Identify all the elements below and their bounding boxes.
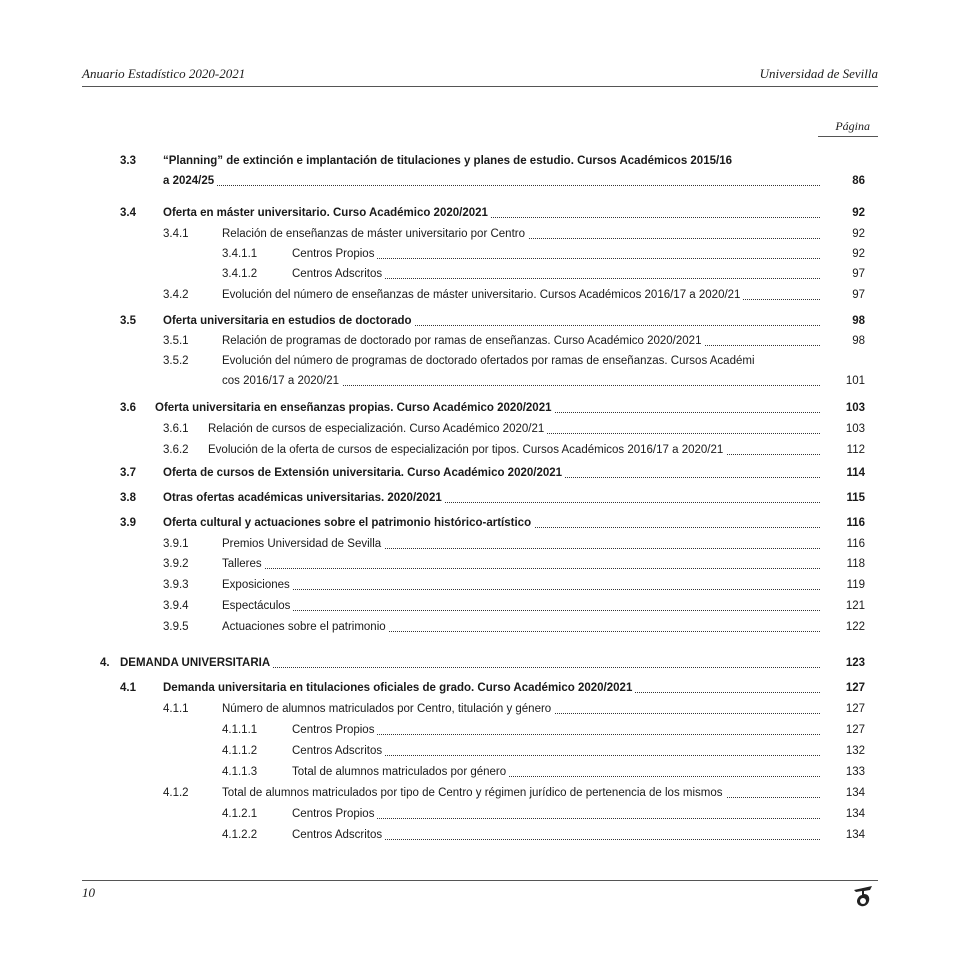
toc-entry-page: 118 bbox=[846, 558, 865, 570]
toc-entry-title: Total de alumnos matriculados por tipo de Centro y régimen jurídico de pertenencia de los mismos bbox=[222, 787, 726, 799]
toc-entry-number: 3.9.1 bbox=[163, 538, 189, 550]
header-rule bbox=[82, 86, 878, 87]
toc-entry-page: 97 bbox=[852, 289, 865, 301]
page-number: 10 bbox=[82, 885, 95, 900]
toc-entry-title: Evolución del número de enseñanzas de máster universitario. Cursos Académicos 2016/17 a 2020/21 bbox=[222, 289, 743, 301]
toc-entry-number: 3.4.1 bbox=[163, 228, 189, 240]
toc-entry-title: cos 2016/17 a 2020/21 bbox=[222, 375, 342, 387]
toc-entry-title: Centros Propios bbox=[292, 724, 377, 736]
toc-entry-title: Premios Universidad de Sevilla bbox=[222, 538, 384, 550]
toc-entry-title: Centros Adscritos bbox=[292, 268, 385, 280]
toc-entry-page: 97 bbox=[852, 268, 865, 280]
toc-entry-page: 127 bbox=[845, 682, 865, 694]
toc-entry-number: 3.4 bbox=[120, 207, 136, 219]
toc-entry-number: 3.4.1.1 bbox=[222, 248, 258, 260]
toc-entry-title: Centros Adscritos bbox=[292, 745, 385, 757]
toc-entry-number: 3.5.2 bbox=[163, 355, 189, 367]
running-header bbox=[82, 64, 878, 84]
toc-entry-title: Oferta cultural y actuaciones sobre el patrimonio histórico-artístico bbox=[163, 517, 534, 529]
toc-entry-title: Número de alumnos matriculados por Centro, titulación y género bbox=[222, 703, 554, 715]
toc-entry-page: 116 bbox=[846, 538, 865, 550]
toc-entry-page: 134 bbox=[845, 829, 865, 841]
toc-entry-number: 3.5 bbox=[120, 315, 136, 327]
toc-entry-page: 133 bbox=[845, 766, 865, 778]
toc-entry-title: Total de alumnos matriculados por género bbox=[292, 766, 509, 778]
toc-entry-page: 114 bbox=[846, 467, 865, 479]
toc-entry-number: 3.3 bbox=[120, 155, 136, 167]
toc-entry-title: Evolución de la oferta de cursos de especialización por tipos. Cursos Académicos 2016/17 a 2020/21 bbox=[208, 444, 726, 456]
toc-entry-title: Centros Propios bbox=[292, 808, 377, 820]
toc-entry-title: Actuaciones sobre el patrimonio bbox=[222, 621, 389, 633]
toc-entry-title: “Planning” de extinción e implantación de titulaciones y planes de estudio. Cursos Académicos 2015/16 bbox=[163, 155, 735, 167]
toc-entry-page: 86 bbox=[852, 175, 865, 187]
toc-entry-title: Demanda universitaria en titulaciones oficiales de grado. Curso Académico 2020/2021 bbox=[163, 682, 635, 694]
toc-entry-number: 3.8 bbox=[120, 492, 136, 504]
toc-entry-title: Oferta en máster universitario. Curso Académico 2020/2021 bbox=[163, 207, 491, 219]
toc-entry-number: 4.1.2.2 bbox=[222, 829, 258, 841]
toc-entry-page: 103 bbox=[845, 402, 865, 414]
toc-entry-number: 3.5.1 bbox=[163, 335, 189, 347]
toc-entry-page: 127 bbox=[845, 724, 865, 736]
toc-entry-page: 92 bbox=[852, 228, 865, 240]
toc-entry-title: a 2024/25 bbox=[163, 175, 217, 187]
toc-entry-page: 123 bbox=[845, 657, 865, 669]
toc-entry-page: 132 bbox=[845, 745, 865, 757]
toc-entry-number: 4.1 bbox=[120, 682, 136, 694]
toc-entry-number: 3.9.3 bbox=[163, 579, 189, 591]
toc-entry-number: 4.1.1.1 bbox=[222, 724, 258, 736]
toc-entry-number: 4.1.2.1 bbox=[222, 808, 258, 820]
toc-entry-title: Relación de enseñanzas de máster universitario por Centro bbox=[222, 228, 528, 240]
toc-entry-number: 3.4.1.2 bbox=[222, 268, 258, 280]
header-right-title: Universidad de Sevilla bbox=[759, 66, 878, 81]
toc-entry-page: 121 bbox=[845, 600, 865, 612]
toc-entry-page: 134 bbox=[845, 787, 865, 799]
toc-entry-page: 112 bbox=[846, 444, 865, 456]
toc-entry-number: 4.1.2 bbox=[163, 787, 189, 799]
toc-entry-number: 3.9.5 bbox=[163, 621, 189, 633]
toc-entry-number: 3.9.2 bbox=[163, 558, 189, 570]
toc-entry-page: 92 bbox=[852, 207, 865, 219]
toc-entry-number: 4.1.1.2 bbox=[222, 745, 258, 757]
toc-entry-page: 115 bbox=[846, 492, 865, 504]
toc-entry-title: Espectáculos bbox=[222, 600, 293, 612]
toc-entry-title: Oferta universitaria en estudios de doctorado bbox=[163, 315, 415, 327]
toc-entry-number: 3.4.2 bbox=[163, 289, 189, 301]
toc-entry-title: Oferta de cursos de Extensión universitaria. Curso Académico 2020/2021 bbox=[163, 467, 565, 479]
toc-entry-number: 4.1.1 bbox=[163, 703, 189, 715]
toc-entry-number: 4.1.1.3 bbox=[222, 766, 258, 778]
university-logo-icon bbox=[852, 884, 874, 908]
toc-entry-title: DEMANDA UNIVERSITARIA bbox=[120, 657, 273, 669]
toc-entry-title: Relación de programas de doctorado por ramas de enseñanzas. Curso Académico 2020/2021 bbox=[222, 335, 704, 347]
pagina-rule bbox=[818, 136, 878, 137]
toc-entry-number: 3.9 bbox=[120, 517, 136, 529]
toc-entry-page: 116 bbox=[846, 517, 865, 529]
header-left-title: Anuario Estadístico 2020-2021 bbox=[82, 66, 246, 81]
pagina-label: Página bbox=[835, 119, 870, 133]
toc-entry-title: Relación de cursos de especialización. Curso Académico 2020/21 bbox=[208, 423, 547, 435]
toc-entry-title: Otras ofertas académicas universitarias. 2020/2021 bbox=[163, 492, 445, 504]
toc-entry-page: 134 bbox=[845, 808, 865, 820]
toc-entry-number: 3.7 bbox=[120, 467, 136, 479]
toc-entry-number: 3.6 bbox=[120, 402, 136, 414]
toc-entry-title: Oferta universitaria en enseñanzas propias. Curso Académico 2020/2021 bbox=[155, 402, 555, 414]
toc-entry-title: Exposiciones bbox=[222, 579, 293, 591]
toc-entry-number: 4. bbox=[100, 657, 110, 669]
toc-entry-page: 98 bbox=[852, 335, 865, 347]
toc-entry-number: 3.6.2 bbox=[163, 444, 189, 456]
toc-entry-number: 3.6.1 bbox=[163, 423, 189, 435]
toc-entry-page: 92 bbox=[852, 248, 865, 260]
toc-entry-page: 119 bbox=[846, 579, 865, 591]
footer-rule bbox=[82, 880, 878, 881]
toc-entry-number: 3.9.4 bbox=[163, 600, 189, 612]
toc-entry-title: Talleres bbox=[222, 558, 265, 570]
toc-entry-title: Centros Propios bbox=[292, 248, 377, 260]
toc-entry-page: 127 bbox=[845, 703, 865, 715]
toc-entry-page: 103 bbox=[845, 423, 865, 435]
toc-entry-page: 122 bbox=[845, 621, 865, 633]
toc-entry-title: Centros Adscritos bbox=[292, 829, 385, 841]
toc-entry-title: Evolución del número de programas de doctorado ofertados por ramas de enseñanzas. Cursos Académi bbox=[222, 355, 758, 367]
toc-entry-page: 101 bbox=[845, 375, 865, 387]
toc-entry-page: 98 bbox=[852, 315, 865, 327]
